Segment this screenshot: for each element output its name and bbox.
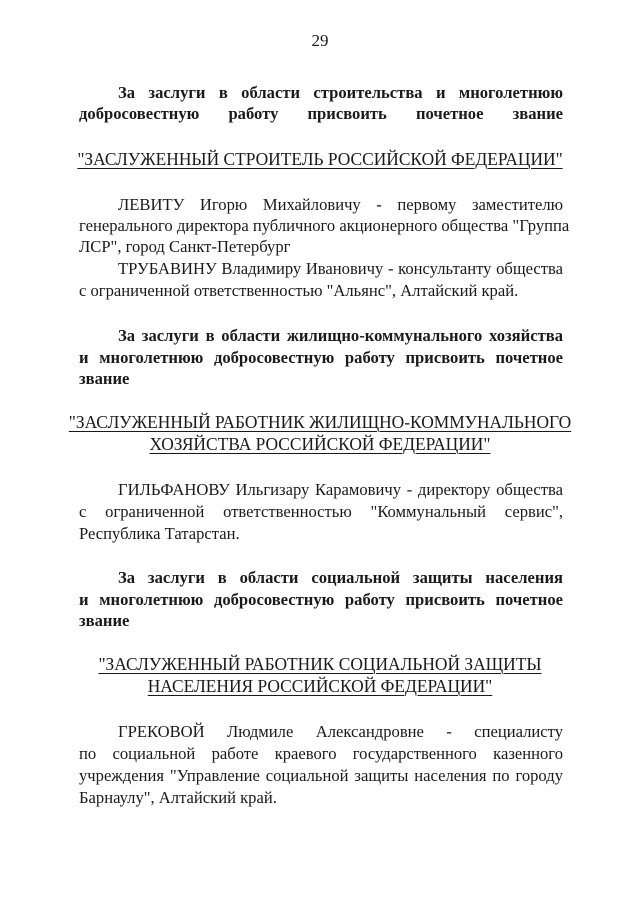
awardee-line: по социальной работе краевого государственного казенного <box>79 744 563 763</box>
section-intro-line: звание <box>79 611 130 630</box>
section-intro-line: За заслуги в области жилищно-коммунального хозяйства <box>118 326 563 345</box>
awardee-line: генерального директора публичного акционерного общества "Группа <box>79 216 570 235</box>
section-intro-line: За заслуги в области строительства и многолетнюю <box>118 83 563 102</box>
honorary-title <box>0 653 640 676</box>
honorary-title-line: НАСЕЛЕНИЯ РОССИЙСКОЙ ФЕДЕРАЦИИ" <box>147 676 493 696</box>
honorary-title-line: ХОЗЯЙСТВА РОССИЙСКОЙ ФЕДЕРАЦИИ" <box>149 434 491 454</box>
awardee-line: ЛСР", город Санкт-Петербург <box>79 237 291 256</box>
awardee-line: Республика Татарстан. <box>79 524 240 543</box>
section-intro-line: и многолетнюю добросовестную работу присвоить почетное <box>79 348 563 367</box>
awardee-line: учреждения "Управление социальной защиты населения по городу <box>79 766 563 785</box>
section-intro-line: и многолетнюю добросовестную работу присвоить почетное <box>79 590 563 609</box>
section-intro-line: звание <box>79 369 130 388</box>
awardee-line: ГРЕКОВОЙ Людмиле Александровне - специалисту <box>118 722 563 741</box>
honorary-title <box>0 411 640 434</box>
awardee-line: с ограниченной ответственностью "Коммунальный сервис", <box>79 502 563 521</box>
page-number: 29 <box>311 31 329 50</box>
awardee-line: Барнаулу", Алтайский край. <box>79 788 277 807</box>
honorary-title-line: "ЗАСЛУЖЕННЫЙ СТРОИТЕЛЬ РОССИЙСКОЙ ФЕДЕРАЦИИ" <box>77 149 563 169</box>
honorary-title-line: "ЗАСЛУЖЕННЫЙ РАБОТНИК СОЦИАЛЬНОЙ ЗАЩИТЫ <box>98 654 542 674</box>
awardee-line: ГИЛЬФАНОВУ Ильгизару Карамовичу - директору общества <box>118 480 563 499</box>
honorary-title <box>0 675 640 698</box>
awardee-line: ТРУБАВИНУ Владимиру Ивановичу - консультанту общества <box>118 259 563 278</box>
section-intro-line: За заслуги в области социальной защиты населения <box>118 568 563 587</box>
awardee-line: с ограниченной ответственностью "Альянс", Алтайский край. <box>79 281 519 300</box>
awardee-line: ЛЕВИТУ Игорю Михайловичу - первому заместителю <box>118 195 563 214</box>
section-intro-line: добросовестную работу присвоить почетное звание <box>79 104 563 123</box>
honorary-title <box>0 433 640 456</box>
honorary-title-line: "ЗАСЛУЖЕННЫЙ РАБОТНИК ЖИЛИЩНО-КОММУНАЛЬНОГО <box>68 412 572 432</box>
honorary-title <box>0 148 640 171</box>
